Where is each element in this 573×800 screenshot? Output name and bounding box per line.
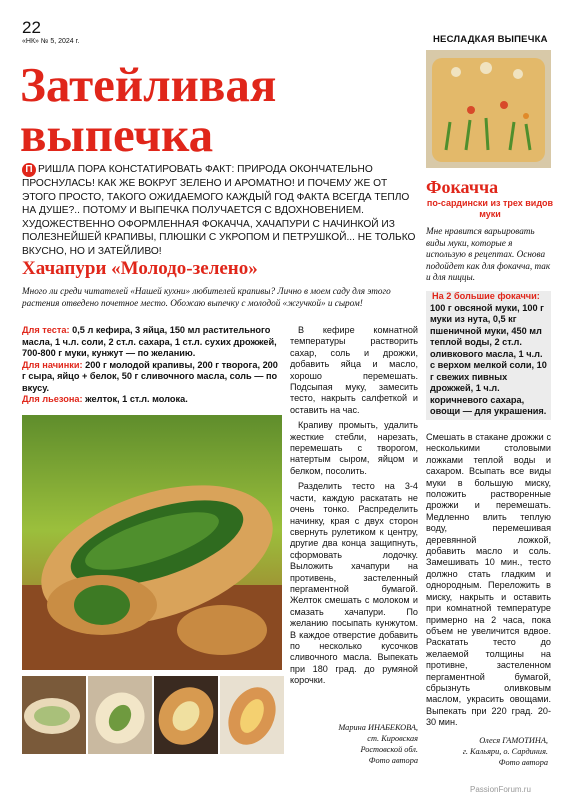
lead-text: РИШЛА ПОРА КОНСТАТИРОВАТЬ ФАКТ: ПРИРОДА ОКОНЧАТЕЛЬНО ПРОСНУЛАСЬ! КАК ЖЕ ВОКРУГ ЗЕЛЕНО И АРОМАТНО! И ПОЧЕМУ ЖЕ ОТ ЭТОГО ПРОСТО, ТАКОГО ОЖИДАЕМОГО КАЖДЫЙ ГОД ФАКТА ВСЕГДА ТЕПЛО НА ДУШЕ?.. ПОТОМУ И ВЫПЕЧКА ПОЛУЧАЕТСЯ С ВДОХНОВЕНИЕМ. ХУДОЖЕСТВЕННО ОФОРМЛЕННАЯ ФОКАЧЧА, ХАЧАПУРИ С НАЧИНКОЙ ИЗ ПОЛЕЗНЕЙШЕЙ КРАПИВЫ, ПЛЮШКИ С УКРОПОМ И ПЕТРУШКОЙ... НЕ ТОЛЬКО ВКУСНО, НО И ЗАТЕЙЛИВО! [22, 164, 416, 257]
recipe2-ingredients [426, 291, 551, 420]
recipe1-title: Хачапури «Молодо-зелено» [22, 258, 258, 279]
title-line-1: Затейливая [20, 57, 277, 112]
recipe2-title: Фокачча [426, 177, 499, 197]
issue-label: «НК» № 5, 2024 г. [22, 38, 80, 45]
title-line-2: выпечка [20, 107, 214, 162]
site-watermark: PassionForum.ru [470, 785, 531, 794]
recipe1-signature [290, 722, 418, 766]
recipe2-intro: Мне нравится варьировать виды муки, которые я использую в рецептах. Основа подойдет как для фокачча, так и для пиццы. [426, 226, 551, 282]
section-label: НЕСЛАДКАЯ ВЫПЕЧКА [433, 34, 548, 45]
recipe1-step-2: Крапиву промыть, удалить жесткие стебли, нарезать, перемешать с творогом, натертым сыром, яйцом и белком, посолить. [290, 420, 418, 476]
focaccia-photo [426, 50, 551, 168]
page-number: 22 [22, 18, 41, 37]
recipe2-ingredient-text: 100 г овсяной муки, 100 г муки из нута, 0,5 кг пшеничной муки, 450 мл теплой воды, 2 ст.л. оливкового масла, 1 ч.л. с верхом мелкой соли, 10 г свежих пивных дрожжей, 1 ч.л. коричневого сахара, овощи — для украшения. [430, 302, 547, 416]
recipe1-ingredients [22, 325, 282, 406]
recipe2-signature [426, 735, 548, 768]
lead-paragraph [22, 163, 422, 258]
portion-label: На 2 большие фокаччи: [432, 291, 540, 301]
step-photo-1 [22, 676, 86, 754]
recipe2-photo-credit: Фото автора [498, 758, 548, 767]
dough-label: Для теста: [22, 325, 70, 335]
recipe1-place-1: ст. Кировская [367, 734, 418, 743]
recipe1-place-2: Ростовской обл. [360, 745, 418, 754]
glaze-text: желток, 1 ст.л. молока. [85, 394, 188, 404]
drop-cap: П [22, 163, 36, 177]
filling-label: Для начинки: [22, 359, 83, 370]
glaze-label: Для льезона: [22, 394, 83, 404]
dough-text: 0,5 л кефира, 3 яйца, 150 мл растительного масла, 1 ч.л. соли, 2 ст.л. сахара, 1 ст.л. сухих дрожжей, 700-800 г муки, кунжут — по желанию. [22, 325, 277, 358]
step-photo-3 [154, 676, 218, 754]
recipe2-author: Олеся ГАМОТИНА, [479, 736, 548, 745]
filling-text: 200 г молодой крапивы, 200 г творога, 200 г сыра, яйцо + белок, 50 г сливочного масла, соль — по вкусу. [22, 359, 278, 393]
khachapuri-photo [22, 415, 282, 670]
recipe1-author: Марина ИНАБЕКОВА, [338, 723, 418, 732]
step-photo-2 [88, 676, 152, 754]
recipe1-photo-credit: Фото автора [368, 756, 418, 765]
page-title [20, 57, 350, 162]
recipe2-subtitle: по-сардински из трех видов муки [426, 198, 554, 219]
recipe2-method: Смешать в стакане дрожжи с несколькими столовыми ложками теплой воды и сахаром. Всыпать все виды муки в большую миску, положить растворенные дрожжи и перемешать. Медленно влить теплую воду, перемешивая деревянной ложкой, добавить масло и соль. Замешивать 10 мин., тесто должно стать гладким и однородным. Переложить в миску, накрыть и оставить при комнатной температуре примерно на 2 часа, пока объем не увеличится вдвое. Раскатать тесто до желаемой толщины на противне, застеленном пергаментной бумагой, сбрызнуть оливковым маслом, украсить овощами. Выпекать при 220 град. 20-30 мин. [426, 432, 551, 728]
recipe1-steps [290, 325, 418, 691]
recipe1-step-3: Разделить тесто на 3-4 части, каждую раскатать не очень тонко. Распределить начинку, края с двух сторон свернуть рулетиком к центру, другие два конца защипнуть, сформовать лодочку. Выложить хачапури на противень, застеленный пергаментной бумагой. Желток смешать с молоком и смазать хачапури. По желанию посыпать кунжутом. В каждое отверстие добавить по несколько кусочков сливочного масла. Выпекать при 180 град. до румяной корочки. [290, 481, 418, 686]
recipe1-intro: Много ли среди читателей «Нашей кухни» любителей крапивы? Лично в моем саду для этого растения отведено почетное место. Обожаю выпечку с молодой «жгучкой» и сыром! [22, 286, 391, 308]
recipe2-place: г. Кальяри, о. Сардиния. [462, 747, 548, 756]
step-photos [22, 676, 286, 754]
step-photo-4 [220, 676, 284, 754]
recipe1-step-1: В кефире комнатной температуры растворить сахар, соль и дрожжи, добавить яйца и масло, хорошо перемешать. Подсыпая муку, замесить тесто, накрыть салфеткой и оставить на час. [290, 325, 418, 415]
